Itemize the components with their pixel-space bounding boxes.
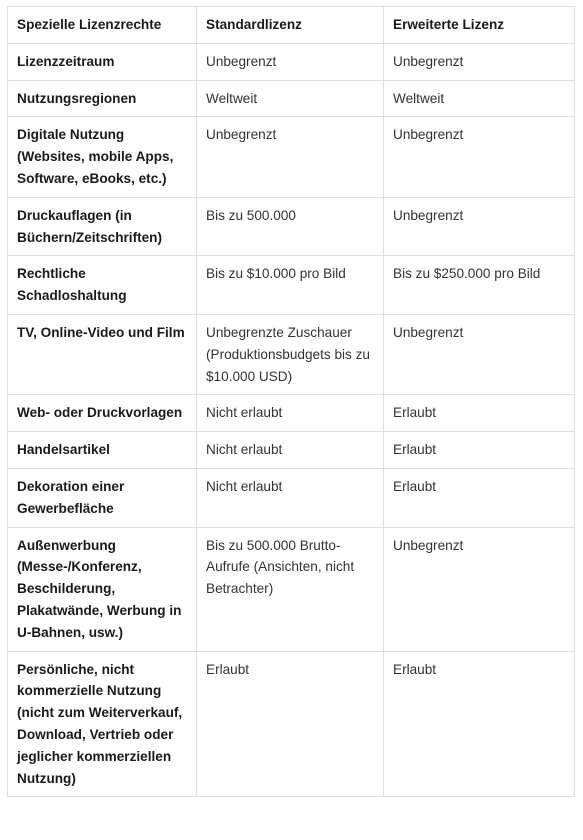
standard-value: Nicht erlaubt [197, 432, 384, 469]
standard-value: Weltweit [197, 80, 384, 117]
standard-value: Erlaubt [197, 651, 384, 797]
standard-value: Bis zu $10.000 pro Bild [197, 256, 384, 315]
header-extended-license: Erweiterte Lizenz [384, 7, 575, 44]
row-label: Außenwerbung (Messe-/Konferenz, Beschilderung, Plakatwände, Werbung in U-Bahnen, usw.) [8, 527, 197, 651]
table-row [8, 432, 575, 469]
row-label: Dekoration einer Gewerbefläche [8, 468, 197, 527]
extended-value: Unbegrenzt [384, 197, 575, 256]
header-standard-license: Standardlizenz [197, 7, 384, 44]
standard-value: Bis zu 500.000 Brutto-Aufrufe (Ansichten, nicht Betrachter) [197, 527, 384, 651]
row-label: TV, Online-Video und Film [8, 314, 197, 394]
table-header-row [8, 7, 575, 44]
table-row [8, 314, 575, 394]
standard-value: Nicht erlaubt [197, 468, 384, 527]
row-label: Digitale Nutzung (Websites, mobile Apps, Software, eBooks, etc.) [8, 117, 197, 197]
extended-value: Erlaubt [384, 651, 575, 797]
extended-value: Erlaubt [384, 468, 575, 527]
table-row [8, 527, 575, 651]
extended-value: Bis zu $250.000 pro Bild [384, 256, 575, 315]
extended-value: Unbegrenzt [384, 527, 575, 651]
table-row [8, 197, 575, 256]
extended-value: Unbegrenzt [384, 43, 575, 80]
standard-value: Bis zu 500.000 [197, 197, 384, 256]
header-rights: Spezielle Lizenzrechte [8, 7, 197, 44]
standard-value: Nicht erlaubt [197, 395, 384, 432]
table-row [8, 117, 575, 197]
row-label: Handelsartikel [8, 432, 197, 469]
license-comparison [7, 6, 574, 797]
standard-value: Unbegrenzte Zuschauer (Produktionsbudgets bis zu $10.000 USD) [197, 314, 384, 394]
extended-value: Erlaubt [384, 432, 575, 469]
table-row [8, 80, 575, 117]
extended-value: Unbegrenzt [384, 117, 575, 197]
row-label: Lizenzzeitraum [8, 43, 197, 80]
standard-value: Unbegrenzt [197, 117, 384, 197]
table-row [8, 468, 575, 527]
extended-value: Erlaubt [384, 395, 575, 432]
row-label: Web- oder Druckvorlagen [8, 395, 197, 432]
standard-value: Unbegrenzt [197, 43, 384, 80]
row-label: Nutzungsregionen [8, 80, 197, 117]
table-row [8, 43, 575, 80]
row-label: Druckauflagen (in Büchern/Zeitschriften) [8, 197, 197, 256]
table-row [8, 395, 575, 432]
table-row [8, 256, 575, 315]
table-row [8, 651, 575, 797]
row-label: Rechtliche Schadloshaltung [8, 256, 197, 315]
extended-value: Unbegrenzt [384, 314, 575, 394]
row-label: Persönliche, nicht kommerzielle Nutzung (nicht zum Weiterverkauf, Download, Vertrieb oder jeglicher kommerziellen Nutzung) [8, 651, 197, 797]
license-table [7, 6, 575, 797]
extended-value: Weltweit [384, 80, 575, 117]
